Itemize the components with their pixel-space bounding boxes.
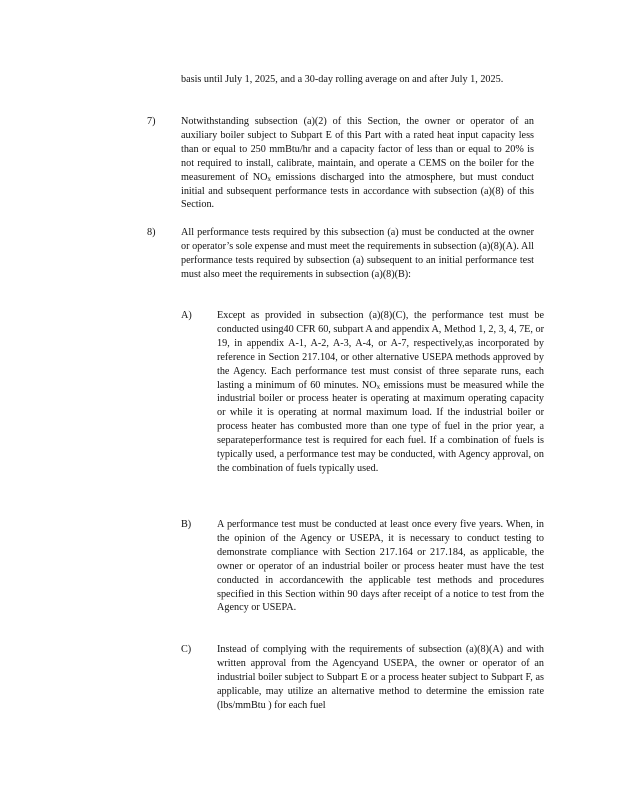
item-8-text: All performance tests required by this subsection (a) must be conducted at the owner or operator’s sole expense and must meet the requirements in subsection (a)(8)(A). All performance tests required by subsection (a) subsequent to an initial performance test must also meet the requirements in subsection (a)(8)(B): (181, 227, 534, 280)
item-a-text (217, 309, 544, 476)
item-a-subscript: x (376, 382, 381, 391)
item-a-text-a: Except as provided in subsection (a)(8)(C), the performance test must be conducted using40 CFR 60, subpart A and appendix A, Method 1, 2, 3, 4, 7E, or 19, in appendix A-1, A-2, A-3, A-4, or A-7, respectively,as incorporated by reference in Section 217.104, or other alternative USEPA methods approved by the Agency. Each performance test must consist of three separate runs, each lasting a minimum of 60 minutes. NO (217, 310, 544, 391)
item-7-subscript: x (267, 174, 272, 183)
item-c-text: Instead of complying with the requirements of subsection (a)(8)(A) and with written approval from the Agencyand USEPA, the owner or operator of an industrial boiler subject to Subpart E or a process heater subject to Subpart F, as applicable, may utilize an alternative method to determine the emission rate (lbs/mmBtu ) for each fuel (217, 644, 544, 711)
item-a-label: A) (181, 310, 192, 321)
item-b-text: A performance test must be conducted at least once every five years. When, in the opinion of the Agency or USEPA, it is necessary to conduct testing to demonstrate compliance with Section 217.164 or 217.184, as applicable, the owner or operator of an industrial boiler or process heater must have the test conducted in accordancewith the applicable test methods and procedures specified in this Section within 90 days after receipt of a notice to test from the Agency or USEPA. (217, 519, 544, 614)
item-7-text-a: Notwithstanding subsection (a)(2) of this Section, the owner or operator of an auxiliary boiler subject to Subpart E of this Part with a rated heat input capacity less than or equal to 250 mmBtu/hr and a capacity factor of less than or equal to 20% is not required to install, calibrate, maintain, and operate a CEMS on the boiler for the measurement of NO (181, 116, 534, 183)
item-7-text-b: emissions discharged into the atmosphere, but must conduct initial and subsequent performance tests in accordance with subsection (a)(8) of this Section. (181, 171, 535, 211)
item-7-label: 7) (147, 116, 156, 127)
item-a-text-b: emissions must be measured while the industrial boiler or process heater is operating at maximum operating capacity or while it is operating at normal maximum load. If the industrial boiler or process heater has combusted more than one type of fuel in the prior year, a separateperformance test is required for each fuel. If a combination of fuels is typically used, a performance test may be conducted, with Agency approval, on the combination of fuels typically used. (217, 379, 544, 474)
item-8-label: 8) (147, 227, 156, 238)
item-c-label: C) (181, 644, 192, 655)
continuation-paragraph: basis until July 1, 2025, and a 30-day rolling average on and after July 1, 2025. (181, 74, 504, 85)
item-7-text (181, 115, 534, 212)
item-b-label: B) (181, 519, 192, 530)
